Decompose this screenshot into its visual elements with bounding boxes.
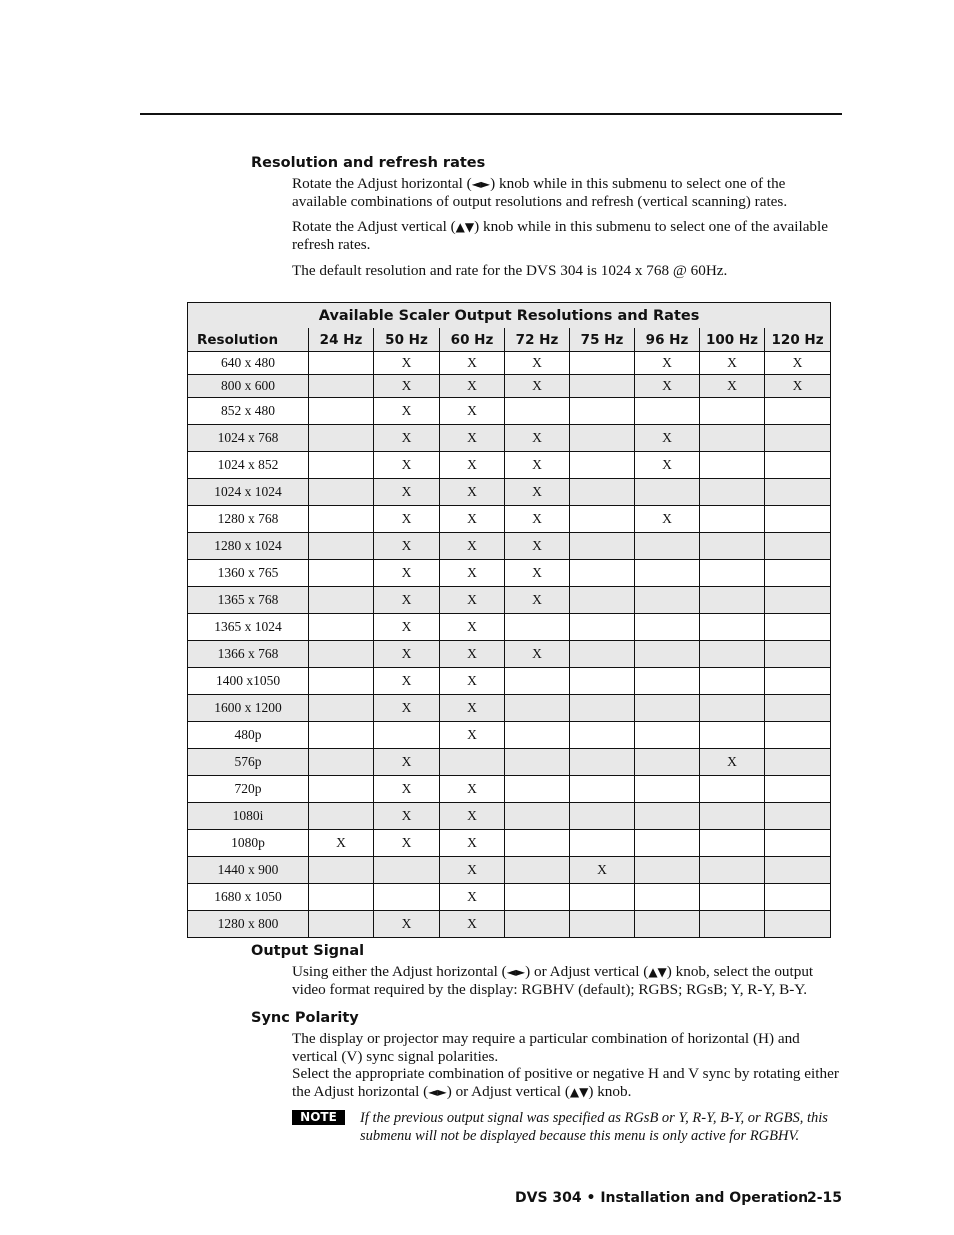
rate-cell	[570, 587, 635, 614]
rate-cell	[635, 830, 700, 857]
rate-cell: X	[374, 587, 440, 614]
rate-cell: X	[440, 803, 505, 830]
rate-cell: X	[505, 587, 570, 614]
section-heading-output-signal: Output Signal	[251, 943, 365, 959]
table-row	[188, 398, 831, 425]
rate-cell	[700, 560, 765, 587]
rate-cell	[570, 614, 635, 641]
rate-cell	[635, 749, 700, 776]
rate-cell	[309, 641, 374, 668]
resolution-cell: 1360 x 765	[188, 560, 309, 587]
table-row	[188, 776, 831, 803]
rate-cell	[309, 668, 374, 695]
rate-cell: X	[440, 857, 505, 884]
rate-cell	[309, 352, 374, 375]
rate-cell: X	[374, 830, 440, 857]
resolution-cell: 1366 x 768	[188, 641, 309, 668]
rate-cell	[635, 803, 700, 830]
rate-cell: X	[440, 587, 505, 614]
table-row	[188, 452, 831, 479]
rate-cell	[700, 533, 765, 560]
header-rate: 72 Hz	[505, 328, 570, 352]
rate-cell: X	[505, 506, 570, 533]
resolution-cell: 1400 x1050	[188, 668, 309, 695]
rate-cell	[505, 398, 570, 425]
rate-cell	[635, 560, 700, 587]
header-rate: 24 Hz	[309, 328, 374, 352]
rate-cell: X	[374, 479, 440, 506]
rate-cell	[570, 749, 635, 776]
rate-cell	[309, 506, 374, 533]
rate-cell	[309, 533, 374, 560]
rate-cell	[309, 587, 374, 614]
rate-cell	[570, 884, 635, 911]
rate-cell: X	[374, 803, 440, 830]
rate-cell	[309, 479, 374, 506]
resolution-cell: 1600 x 1200	[188, 695, 309, 722]
rate-cell	[700, 722, 765, 749]
rate-cell: X	[505, 560, 570, 587]
rate-cell	[765, 425, 831, 452]
resolution-cell: 1280 x 1024	[188, 533, 309, 560]
rate-cell	[635, 641, 700, 668]
rate-cell: X	[700, 375, 765, 398]
rate-cell	[440, 749, 505, 776]
resolutions-table	[187, 302, 831, 938]
rate-cell: X	[440, 560, 505, 587]
rate-cell: X	[440, 830, 505, 857]
rate-cell	[309, 749, 374, 776]
rate-cell	[309, 452, 374, 479]
rate-cell: X	[374, 506, 440, 533]
rate-cell	[570, 398, 635, 425]
vertical-arrows-icon: ▲▼	[455, 220, 475, 234]
table-row	[188, 479, 831, 506]
rate-cell	[309, 695, 374, 722]
resolution-cell: 1024 x 1024	[188, 479, 309, 506]
rate-cell: X	[374, 749, 440, 776]
table-header-row	[188, 328, 831, 352]
rate-cell: X	[440, 614, 505, 641]
resolution-cell: 1280 x 768	[188, 506, 309, 533]
section-heading-resolution: Resolution and refresh rates	[251, 155, 486, 171]
rate-cell	[765, 884, 831, 911]
rate-cell	[700, 506, 765, 533]
rate-cell	[700, 830, 765, 857]
table-row	[188, 857, 831, 884]
rate-cell	[765, 857, 831, 884]
rate-cell	[309, 398, 374, 425]
rate-cell	[570, 452, 635, 479]
rate-cell	[700, 641, 765, 668]
table-row	[188, 641, 831, 668]
rate-cell	[309, 776, 374, 803]
rate-cell: X	[440, 479, 505, 506]
rate-cell	[700, 695, 765, 722]
rate-cell: X	[440, 425, 505, 452]
rate-cell: X	[440, 641, 505, 668]
rate-cell	[700, 479, 765, 506]
rate-cell	[570, 722, 635, 749]
paragraph-sync-polarity-1: The display or projector may require a particular combination of horizontal (H) and vertical (V) sync signal polarities.	[292, 1030, 800, 1065]
table-row	[188, 695, 831, 722]
rate-cell	[505, 911, 570, 938]
rate-cell	[635, 884, 700, 911]
rate-cell	[765, 668, 831, 695]
rate-cell	[700, 398, 765, 425]
header-rate: 60 Hz	[440, 328, 505, 352]
rate-cell	[635, 695, 700, 722]
rate-cell: X	[635, 425, 700, 452]
rate-cell	[505, 803, 570, 830]
resolution-cell: 1280 x 800	[188, 911, 309, 938]
resolution-cell: 576p	[188, 749, 309, 776]
rate-cell	[765, 452, 831, 479]
rate-cell	[765, 506, 831, 533]
rate-cell	[374, 884, 440, 911]
rate-cell	[765, 830, 831, 857]
rate-cell: X	[374, 695, 440, 722]
rate-cell: X	[635, 506, 700, 533]
rate-cell	[700, 614, 765, 641]
table-row	[188, 533, 831, 560]
rate-cell: X	[440, 722, 505, 749]
rate-cell	[309, 614, 374, 641]
table-row	[188, 614, 831, 641]
paragraph-adjust-vertical: Rotate the Adjust vertical (▲▼) knob while in this submenu to select one of the available refresh rates.	[292, 218, 828, 253]
horizontal-arrows-icon: ◄►	[471, 177, 491, 191]
rate-cell: X	[635, 352, 700, 375]
table-body	[188, 352, 831, 938]
rate-cell	[765, 749, 831, 776]
rate-cell	[309, 375, 374, 398]
rate-cell	[570, 911, 635, 938]
rate-cell: X	[374, 641, 440, 668]
rate-cell	[635, 857, 700, 884]
note-text: If the previous output signal was specified as RGsB or Y, R-Y, B-Y, or RGBS, this submenu will not be displayed because this menu is only active for RGBHV.	[360, 1110, 828, 1144]
rate-cell: X	[505, 533, 570, 560]
rate-cell: X	[440, 506, 505, 533]
rate-cell	[765, 614, 831, 641]
rate-cell: X	[440, 398, 505, 425]
table-caption: Available Scaler Output Resolutions and Rates	[188, 303, 831, 329]
rate-cell: X	[440, 533, 505, 560]
header-rule	[140, 113, 842, 115]
vertical-arrows-icon: ▲▼	[569, 1085, 589, 1099]
rate-cell	[505, 722, 570, 749]
rate-cell	[765, 560, 831, 587]
resolution-cell: 640 x 480	[188, 352, 309, 375]
resolution-cell: 852 x 480	[188, 398, 309, 425]
rate-cell	[309, 884, 374, 911]
rate-cell	[374, 722, 440, 749]
rate-cell: X	[765, 375, 831, 398]
rate-cell	[765, 641, 831, 668]
paragraph-default-resolution: The default resolution and rate for the DVS 304 is 1024 x 768 @ 60Hz.	[292, 262, 728, 279]
rate-cell: X	[440, 884, 505, 911]
rate-cell	[700, 668, 765, 695]
rate-cell	[635, 398, 700, 425]
rate-cell: X	[374, 668, 440, 695]
rate-cell	[700, 857, 765, 884]
rate-cell	[570, 803, 635, 830]
rate-cell	[570, 533, 635, 560]
rate-cell: X	[374, 614, 440, 641]
header-rate: 75 Hz	[570, 328, 635, 352]
rate-cell: X	[374, 533, 440, 560]
rate-cell	[570, 830, 635, 857]
table-row	[188, 830, 831, 857]
table-row	[188, 587, 831, 614]
rate-cell: X	[440, 452, 505, 479]
rate-cell	[635, 911, 700, 938]
rate-cell	[765, 533, 831, 560]
rate-cell	[570, 776, 635, 803]
resolution-cell: 1024 x 768	[188, 425, 309, 452]
resolution-cell: 480p	[188, 722, 309, 749]
rate-cell	[505, 668, 570, 695]
rate-cell: X	[440, 695, 505, 722]
rate-cell: X	[374, 560, 440, 587]
rate-cell	[309, 560, 374, 587]
rate-cell	[505, 776, 570, 803]
rate-cell	[700, 587, 765, 614]
rate-cell: X	[440, 668, 505, 695]
rate-cell: X	[440, 375, 505, 398]
rate-cell	[700, 425, 765, 452]
rate-cell	[309, 911, 374, 938]
header-rate: 96 Hz	[635, 328, 700, 352]
table-row	[188, 425, 831, 452]
rate-cell	[505, 749, 570, 776]
rate-cell	[505, 614, 570, 641]
section-heading-sync-polarity: Sync Polarity	[251, 1010, 359, 1026]
footer-title: DVS 304 • Installation and Operation	[515, 1190, 809, 1206]
rate-cell	[635, 668, 700, 695]
table-row	[188, 506, 831, 533]
rate-cell	[635, 479, 700, 506]
rate-cell: X	[635, 375, 700, 398]
resolution-cell: 1080p	[188, 830, 309, 857]
vertical-arrows-icon: ▲▼	[648, 965, 667, 979]
resolution-cell: 1080i	[188, 803, 309, 830]
header-rate: 50 Hz	[374, 328, 440, 352]
rate-cell	[635, 776, 700, 803]
rate-cell	[505, 884, 570, 911]
rate-cell: X	[440, 911, 505, 938]
table-row	[188, 749, 831, 776]
rate-cell	[765, 587, 831, 614]
rate-cell	[570, 425, 635, 452]
resolution-cell: 800 x 600	[188, 375, 309, 398]
rate-cell	[765, 911, 831, 938]
rate-cell	[505, 857, 570, 884]
table-row	[188, 560, 831, 587]
rate-cell	[570, 695, 635, 722]
resolution-cell: 1024 x 852	[188, 452, 309, 479]
rate-cell: X	[374, 776, 440, 803]
rate-cell: X	[440, 352, 505, 375]
header-resolution: Resolution	[188, 328, 309, 352]
rate-cell: X	[374, 911, 440, 938]
rate-cell	[309, 722, 374, 749]
rate-cell	[635, 533, 700, 560]
rate-cell: X	[570, 857, 635, 884]
note-badge: NOTE	[292, 1110, 345, 1125]
rate-cell: X	[505, 352, 570, 375]
rate-cell	[700, 452, 765, 479]
table-row	[188, 375, 831, 398]
rate-cell: X	[374, 398, 440, 425]
rate-cell	[309, 425, 374, 452]
header-rate: 120 Hz	[765, 328, 831, 352]
rate-cell	[309, 803, 374, 830]
table-row	[188, 911, 831, 938]
rate-cell: X	[700, 749, 765, 776]
rate-cell	[570, 641, 635, 668]
rate-cell	[700, 884, 765, 911]
rate-cell	[570, 560, 635, 587]
paragraph-output-signal: Using either the Adjust horizontal (◄►) or Adjust vertical (▲▼) knob, select the output video format required by the display: RGBHV (default); RGBS; RGsB; Y, R-Y, B-Y.	[292, 963, 814, 998]
rate-cell	[309, 857, 374, 884]
rate-cell: X	[309, 830, 374, 857]
rate-cell: X	[505, 375, 570, 398]
rate-cell	[765, 803, 831, 830]
rate-cell	[635, 587, 700, 614]
resolution-cell: 1365 x 1024	[188, 614, 309, 641]
rate-cell: X	[505, 452, 570, 479]
rate-cell: X	[700, 352, 765, 375]
rate-cell: X	[635, 452, 700, 479]
rate-cell	[374, 857, 440, 884]
resolution-cell: 720p	[188, 776, 309, 803]
rate-cell	[505, 830, 570, 857]
rate-cell: X	[505, 479, 570, 506]
rate-cell	[765, 722, 831, 749]
table-row	[188, 722, 831, 749]
rate-cell: X	[374, 352, 440, 375]
rate-cell	[570, 506, 635, 533]
resolution-cell: 1365 x 768	[188, 587, 309, 614]
rate-cell	[700, 776, 765, 803]
rate-cell: X	[505, 425, 570, 452]
paragraph-adjust-horizontal: Rotate the Adjust horizontal (◄►) knob while in this submenu to select one of the available combinations of output resolutions and refresh (vertical scanning) rates.	[292, 175, 788, 210]
table-row	[188, 668, 831, 695]
paragraph-sync-polarity-2: Select the appropriate combination of positive or negative H and V sync by rotating either the Adjust horizontal (◄►) or Adjust vertical (▲▼) knob.	[292, 1065, 839, 1100]
rate-cell: X	[505, 641, 570, 668]
rate-cell	[570, 668, 635, 695]
rate-cell	[635, 722, 700, 749]
rate-cell: X	[374, 375, 440, 398]
table-row	[188, 884, 831, 911]
page-number: 2-15	[807, 1190, 843, 1206]
rate-cell	[700, 911, 765, 938]
rate-cell	[700, 803, 765, 830]
horizontal-arrows-icon: ◄►	[506, 965, 526, 979]
rate-cell	[570, 352, 635, 375]
rate-cell	[765, 695, 831, 722]
header-rate: 100 Hz	[700, 328, 765, 352]
rate-cell	[765, 398, 831, 425]
rate-cell	[570, 479, 635, 506]
rate-cell	[765, 776, 831, 803]
rate-cell	[635, 614, 700, 641]
resolution-cell: 1440 x 900	[188, 857, 309, 884]
resolution-cell: 1680 x 1050	[188, 884, 309, 911]
table-row	[188, 803, 831, 830]
rate-cell	[570, 375, 635, 398]
horizontal-arrows-icon: ◄►	[428, 1085, 447, 1099]
rate-cell	[765, 479, 831, 506]
rate-cell: X	[374, 452, 440, 479]
rate-cell: X	[440, 776, 505, 803]
rate-cell: X	[374, 425, 440, 452]
rate-cell	[505, 695, 570, 722]
rate-cell: X	[765, 352, 831, 375]
table-row	[188, 352, 831, 375]
